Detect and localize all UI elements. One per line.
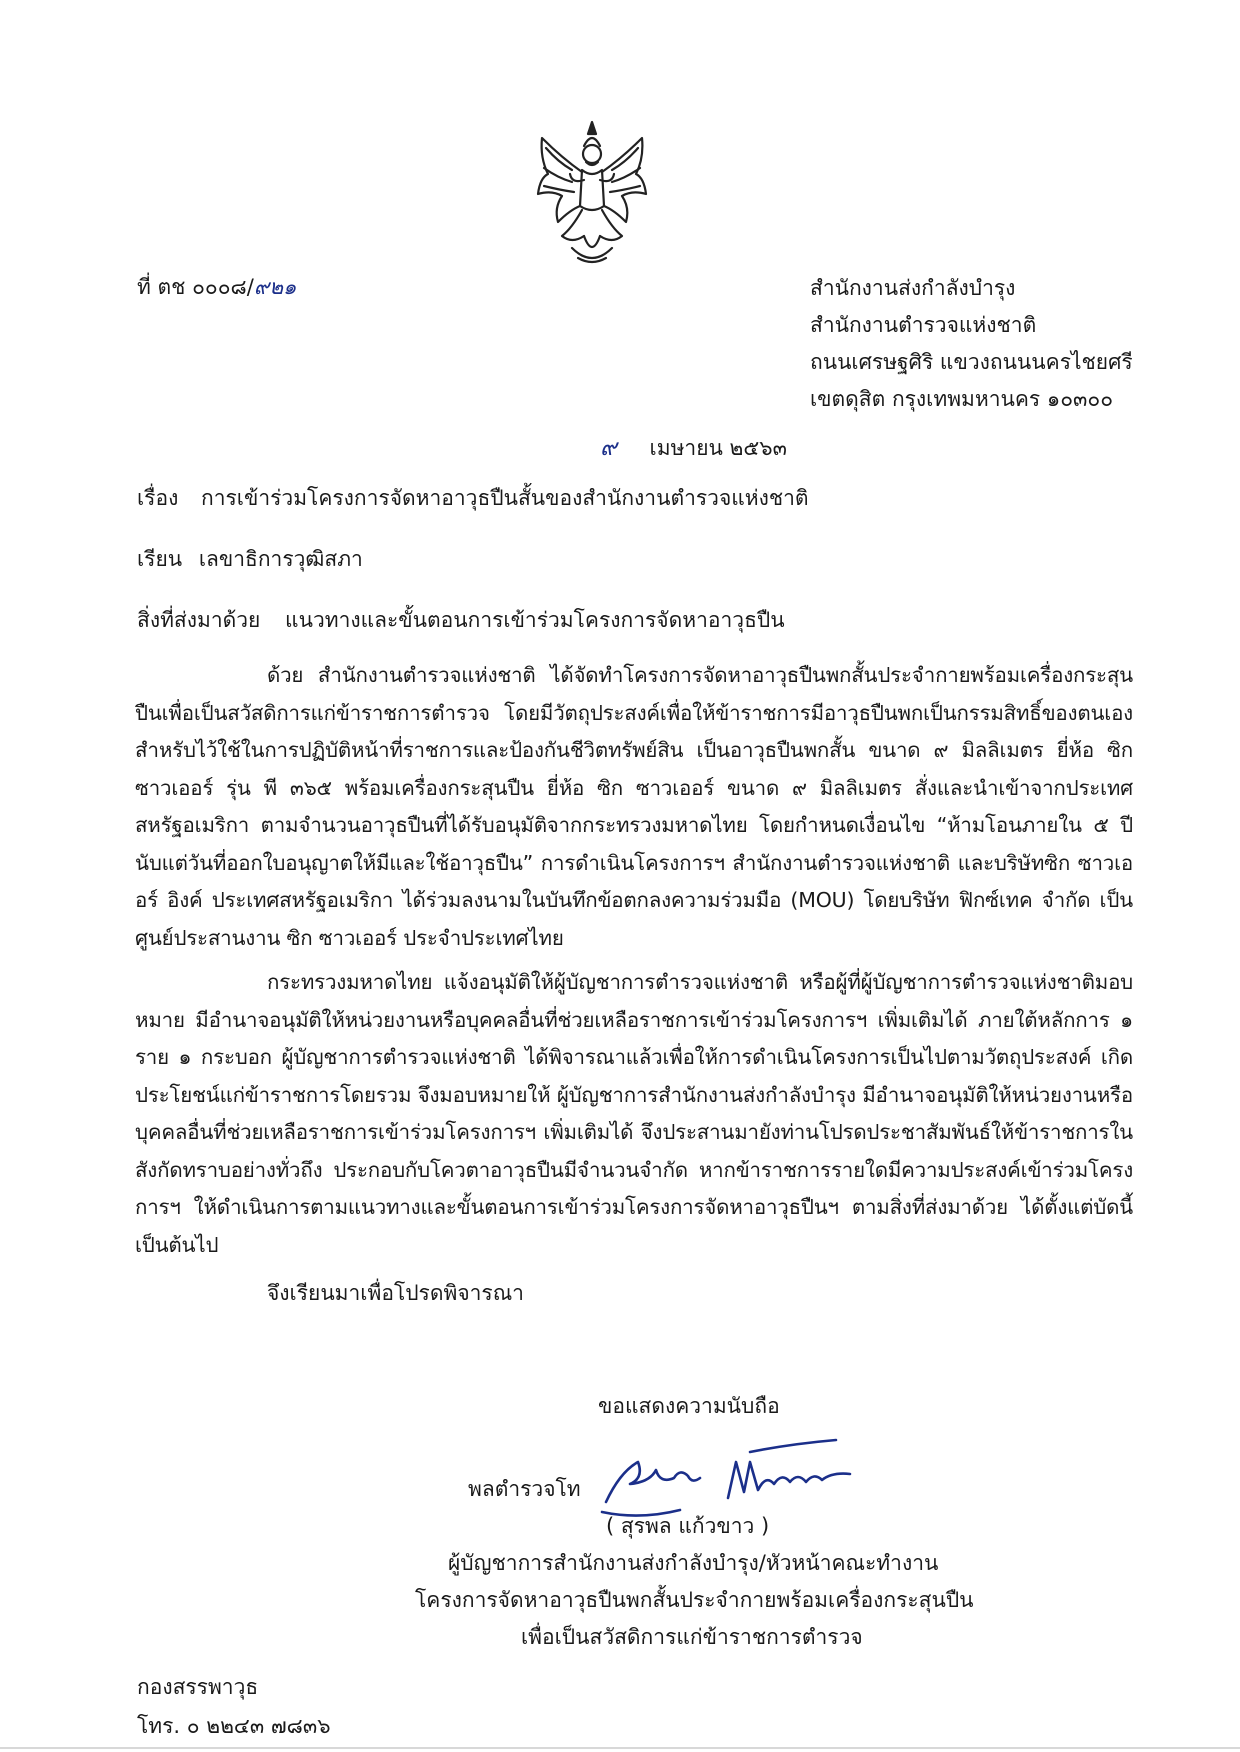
- letter-date: [600, 430, 787, 466]
- signatory-rank: พลตำรวจโท: [468, 1477, 581, 1501]
- enclosure-label: สิ่งที่ส่งมาด้วย: [137, 608, 261, 632]
- body-paragraph-2: กระทรวงมหาดไทย แจ้งอนุมัติให้ผู้บัญชาการตำรวจแห่งชาติ หรือผู้ที่ผู้บัญชาการตำรวจแห่งชาติมอบหมาย มีอำนาจอนุมัติให้หน่วยงานหรือบุคคลอื่นที่ช่วยเหลือราชการเข้าร่วมโครงการฯ เพิ่มเติมได้ ภายใต้หลักการ ๑ ราย ๑ กระบอก ผู้บัญชาการตำรวจแห่งชาติ ได้พิจารณาแล้วเพื่อให้การดำเนินโครงการเป็นไปตามวัตถุประสงค์ เกิดประโยชน์แก่ข้าราชการโดยรวม จึงมอบหมายให้ ผู้บัญชาการสำนักงานส่งกำลังบำรุง มีอำนาจอนุมัติให้หน่วยงานหรือบุคคลอื่นที่ช่วยเหลือราชการเข้าร่วมโครงการฯ เพิ่มเติมได้ จึงประสานมายังท่านโปรดประชาสัมพันธ์ให้ข้าราชการในสังกัดทราบอย่างทั่วถึง ประกอบกับโควตาอาวุธปืนมีจำนวนจำกัด หากข้าราชการรายใดมีความประสงค์เข้าร่วมโครงการฯ ให้ดำเนินการตามแนวทางและขั้นตอนการเข้าร่วมโครงการจัดหาอาวุธปืนฯ ตามสิ่งที่ส่งมาด้วย ได้ตั้งแต่บัดนี้เป็นต้นไป: [135, 970, 1133, 1257]
- sender-address-line-3: ถนนเศรษฐศิริ แขวงถนนนครไชยศรี: [810, 350, 1133, 374]
- handwritten-signature: [600, 1432, 860, 1517]
- footer-phone: โทร. ๐ ๒๒๔๓ ๗๘๓๖: [137, 1714, 331, 1738]
- closing-request: จึงเรียนมาเพื่อโปรดพิจารณา: [267, 1281, 524, 1305]
- sender-address-line-2: สำนักงานตำรวจแห่งชาติ: [810, 313, 1037, 337]
- recipient-label: เรียน: [137, 547, 183, 571]
- subject-line: [137, 482, 809, 515]
- signature-closing: ขอแสดงความนับถือ: [598, 1394, 780, 1418]
- signatory-title-line-2: โครงการจัดหาอาวุธปืนพกสั้นประจำกายพร้อมเครื่องกระสุนปืน: [415, 1588, 974, 1612]
- signatory-title-line-1: ผู้บัญชาการสำนักงานส่งกำลังบำรุง/หัวหน้าคณะทำงาน: [448, 1551, 939, 1575]
- body-paragraph-1: ด้วย สำนักงานตำรวจแห่งชาติ ได้จัดทำโครงการจัดหาอาวุธปืนพกสั้นประจำกายพร้อมเครื่องกระสุนปืนเพื่อเป็นสวัสดิการแก่ข้าราชการตำรวจ โดยมีวัตถุประสงค์เพื่อให้ข้าราชการมีอาวุธปืนพกเป็นกรรมสิทธิ์ของตนเองสำหรับไว้ใช้ในการปฏิบัติหน้าที่ราชการและป้องกันชีวิตทรัพย์สิน เป็นอาวุธปืนพกสั้น ขนาด ๙ มิลลิเมตร ยี่ห้อ ซิก ซาวเออร์ รุ่น พี ๓๖๕ พร้อมเครื่องกระสุนปืน ยี่ห้อ ซิก ซาวเออร์ ขนาด ๙ มิลลิเมตร สั่งและนำเข้าจากประเทศสหรัฐอเมริกา ตามจำนวนอาวุธปืนที่ได้รับอนุมัติจากกระทรวงมหาดไทย โดยกำหนดเงื่อนไข “ห้ามโอนภายใน ๕ ปี นับแต่วันที่ออกใบอนุญาตให้มีและใช้อาวุธปืน” การดำเนินโครงการฯ สำนักงานตำรวจแห่งชาติ และบริษัทซิก ซาวเออร์ อิงค์ ประเทศสหรัฐอเมริกา ได้ร่วมลงนามในบันทึกข้อตกลงความร่วมมือ (MOU) โดยบริษัท ฟิกซ์เทค จำกัด เป็นศูนย์ประสานงาน ซิก ซาวเออร์ ประจำประเทศไทย: [135, 663, 1133, 950]
- signatory-name: ( สุรพล แก้วขาว ): [606, 1514, 770, 1538]
- date-month-year: เมษายน ๒๕๖๓: [649, 436, 787, 460]
- enclosure-line: [137, 604, 785, 637]
- reference-handwritten-number: ๙๒๑: [253, 275, 297, 299]
- sender-address-line-1: สำนักงานส่งกำลังบำรุง: [810, 276, 1016, 300]
- subject-text: การเข้าร่วมโครงการจัดหาอาวุธปืนสั้นของสำนักงานตำรวจแห่งชาติ: [201, 486, 809, 510]
- reference-number: [137, 271, 296, 304]
- subject-label: เรื่อง: [137, 486, 179, 510]
- signatory-title-line-3: เพื่อเป็นสวัสดิการแก่ข้าราชการตำรวจ: [521, 1625, 863, 1649]
- recipient-line: [137, 543, 363, 576]
- garuda-emblem: [532, 118, 652, 270]
- page-bottom-edge: [0, 1747, 1240, 1749]
- date-day-handwritten: ๙: [600, 435, 617, 461]
- reference-prefix: ที่ ตช ๐๐๐๘/: [137, 275, 254, 299]
- enclosure-text: แนวทางและขั้นตอนการเข้าร่วมโครงการจัดหาอาวุธปืน: [285, 608, 785, 632]
- recipient-text: เลขาธิการวุฒิสภา: [198, 547, 363, 571]
- sender-address-line-4: เขตดุสิต กรุงเทพมหานคร ๑๐๓๐๐: [810, 387, 1114, 411]
- footer-department: กองสรรพาวุธ: [137, 1675, 259, 1699]
